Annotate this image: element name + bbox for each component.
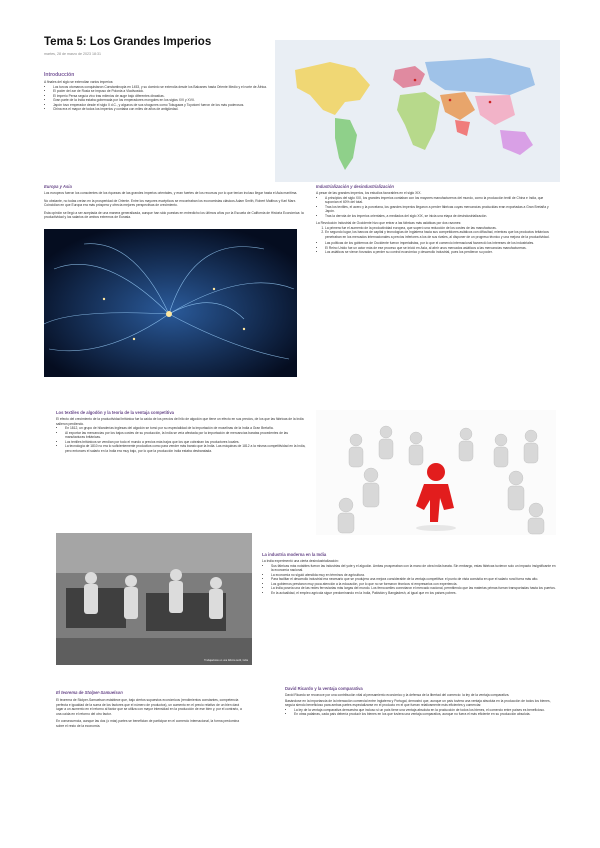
- europe-paragraph: No obstante, no todas creían en la prosperidad de Oriente. Entre los mayores escépticos se encontraban los economistas clásicos Adam Smith, Robert Malthus y Karl Marx. Coincidían en que Europa era más próspera y ofrecía mejores perspectivas de crecimiento.: [44, 198, 297, 207]
- list-item: • Los turcos otomanos conquistaron Constantinopla en 1453, y su dominio se extendía desde los Balcanes hasta Oriente Medio y el norte de África.: [53, 85, 272, 90]
- factory-photo-caption: Trabajadoras en una fábrica textil, India: [204, 659, 248, 662]
- india-list: [262, 564, 557, 596]
- list-item: • Tras los textiles, el acero y la porcelana, los grandes imperios llegaron a perder fábricas cuyas mercancías producidas eran exportadas a Gran Bretaña y Japón.: [325, 205, 556, 214]
- list-item: • El Reino Unido fue un actor más de ese proceso que se inició en Asia, al abrir unos mercados asiáticos a las mercancías manufactureras.: [325, 246, 556, 251]
- intro-list: [44, 85, 272, 112]
- list-item: • Al exportar las mercancías por los bajos costes de su producción, la India se veía afectada por la importación de mercancías baratas procedentes de las manufacturas británicas.: [65, 431, 308, 440]
- list-item: • En 1812, un grupo de hilanderías inglesas del algodón se tomó por su especialidad de la importación de muselinas de la India a Gran Bretaña.: [65, 426, 308, 431]
- list-item: • Los asiáticos se vieron forzados a perder su control económico y desarrollo industrial, pues los perdieron su poder.: [325, 250, 556, 255]
- intro-lead: A finales del siglo se extendían varios imperios:: [44, 80, 114, 84]
- india-heading: La industria moderna en la India: [262, 552, 327, 557]
- textiles-list: [56, 426, 308, 453]
- list-item: • Los textiles británicos se vendían por todo el mundo a precios más bajos que los que cobraban los productores locales.: [65, 440, 308, 445]
- ricardo-heading: David Ricardo y la ventaja comparativa: [285, 686, 363, 691]
- list-item: 1. La primera fue el aumento de la productividad europea, que superó una reducción de los costes de las manufacturas.: [325, 226, 556, 231]
- ricardo-lead: David Ricardo se reconoce por una contribución vital al pensamiento económico y la defensa de la libertad del comercio: la ley de la ventaja comparativa.: [285, 693, 510, 697]
- industrialization-extra: [316, 241, 556, 255]
- list-item: • China era el mayor de todos los imperios y contaba con miles de años de antigüedad.: [53, 107, 272, 112]
- list-item: • Japón tuvo emperador desde el siglo II d.C., y algunos de sus shogunes como Tokugawa y Toyotomi fueron de los más poderosos.: [53, 103, 272, 108]
- list-item: • Los gobiernos prestaron muy poca atención a la educación, por lo que no se formaron técnicos ni empresarios con experiencia.: [271, 582, 557, 587]
- stolper-heading: El teorema de Stolper-Samuelson: [56, 690, 123, 695]
- stolper-section: [56, 690, 246, 728]
- textiles-heading: Los textiles de algodón y la teoría de la ventaja competitiva: [56, 410, 174, 415]
- europe-paragraph: Los europeos fueron los conscientes de los riquezas de las grandes imperios orientales, y eran fuertes de los recursos por lo que tenían incluso llegar hasta el Asia marítima.: [44, 191, 298, 195]
- list-item: • Gran parte de la India estaba gobernada por los emperadores mongoles en los siglos XVI y XVII.: [53, 98, 272, 103]
- list-item: • A principios del siglo XIX, los grandes imperios contaban con los mayores manufactureros del mundo, como la producción textil de China e India, que suponían el 60% del total.: [325, 196, 556, 205]
- list-item: • Sus fábricas más notables fueron las industrias del yute y el algodón. Ambas prosperaban con la mano de obra india barata. Sin embargo, estas fábricas tuvieron solo un impacto insignificante en la economía nacional.: [271, 564, 557, 573]
- industrialization-list: [316, 196, 556, 219]
- list-item: • La India poseía una de las redes ferroviarias más largas del mundo. Los ferrocarriles conectaron el mercado nacional, permitiendo que las materias primas fueran transportadas hasta los puertos.: [271, 586, 557, 591]
- list-item: • El poder del zar de Rusia se impuso de Polonia a Vladivostok.: [53, 89, 272, 94]
- list-item: • En la actualidad, el empleo agrícola sigue predominando en la India, Pakistán y Bangladesh, al igual que en los países pobres.: [271, 591, 557, 596]
- page-title: Tema 5: Los Grandes Imperios: [44, 36, 212, 48]
- intro-heading: Introducción: [44, 72, 75, 78]
- ricardo-text: Basándose en la importancia de la interacción comercial entre Inglaterra y Portugal, demostró que, aunque un país tuviera una ventaja absoluta en la producción de todos los bienes, seguía siendo beneficioso para ambas partes especializarse en el producto en el que fueran relativamente más eficientes y comerciar.: [285, 698, 551, 707]
- ricardo-section: [285, 686, 557, 717]
- list-item: • Para facilitar el desarrollo industrial era necesario que se produjera una mejora considerable de la ventaja competitiva: el punto de vista consistía en que el salario rural fuera más alto.: [271, 577, 557, 582]
- europe-paragraph: Esta opinión se llegó a ser aceptada de una manera generalizada, aunque han sido puestas en entredicho los últimos años por la Escuela de California de Historia Económica: la productividad y los salarios de ambos extremos de Eurasia.: [44, 210, 304, 219]
- factory-photo: [56, 533, 252, 665]
- red-figure-illustration: [316, 410, 556, 535]
- list-item: • Las políticas de los gobiernos de Occidente fueron imperialistas, por lo que el comercio internacional favoreció los intereses de los industriales.: [325, 241, 556, 246]
- ricardo-list: [285, 708, 557, 717]
- intro-section: [44, 72, 272, 112]
- list-item: • Tras la derrota de los imperios orientales, a mediados del siglo XIX, se inicia una etapa de desindustrialización.: [325, 214, 556, 219]
- list-item: • En otras palabras, cada país debería producir los bienes en los que tuviera una ventaja comparativa, aunque no fuera el más eficiente en su producción absoluta.: [294, 712, 557, 717]
- europe-section: [44, 184, 309, 220]
- industrialization-heading: Industrialización y desindustrialización: [316, 184, 394, 189]
- textiles-section: [56, 410, 308, 453]
- stolper-paragraph: El teorema de Stolper-Samuelson establece que, bajo ciertos supuestos económicos (rendimientos constantes, competencia perfecta e igualdad de la suma de los factores que el número de productos), un aumento en el precio relativo de un bien dará lugar a un aumento en el retorno al factor que se utiliza con mayor intensidad en la producción de ese bien y, por el contrario, a una caída en el retorno del otro factor.: [56, 698, 242, 716]
- list-item: 2. En segundo lugar, los bancos de capital y tecnologías de Inglaterra hacia sus competidores asiáticos con dificultad, mientras que los productos británicos penetraban en los mercados internacionales a precios inferiores a los de sus rivales, al disponer de un progreso técnico y una mejora de la productividad.: [325, 230, 556, 239]
- industrialization-ordered: [316, 226, 556, 240]
- textiles-lead: El efecto del crecimiento de la productividad británica fue la caída de los precios del hilo de algodón que tiene un efecto en sus precios, de los que las fábricas de la India salieron perdiendo.: [56, 417, 304, 426]
- europe-heading: Europa y Asia: [44, 184, 72, 189]
- industrialization-lead: A pesar de las grandes imperios, los estudios favorables en el siglo XIX.: [316, 191, 422, 195]
- empires-map-image: [275, 40, 560, 182]
- page-date: martes, 28 de marzo de 2023 18:31: [44, 52, 101, 56]
- global-network-image: [44, 229, 297, 377]
- list-item: • La ley de la ventaja comparativa demuestra que incluso si un país tiene una ventaja absoluta en la producción de todos los bienes, el comercio entre países es beneficioso.: [294, 708, 557, 713]
- stolper-paragraph: En consecuencia, aunque las dos (o más) partes se benefician de participar en el comercio internacional, la forma predomina sobre el resto de la economía.: [56, 719, 240, 728]
- industrialization-section: [316, 184, 556, 255]
- industrialization-lead2: La Revolución Industrial de Occidente hizo que entrar a las fábricas más asiáticas por dos razones:: [316, 221, 462, 225]
- list-item: • El imperio Persa seguía vivo tras milenios de auge bajo diferentes dinastías.: [53, 94, 272, 99]
- india-lead: La India experimentó una cierta desindustrialización:: [262, 559, 339, 563]
- list-item: • La economía no siguió atendida muy en términos de agricultura.: [271, 573, 557, 578]
- list-item: • La tecnología de 1810 no era lo suficientemente productiva como para vender más barato que la India. Las máquinas de 1812 a la misma competitividad en la India, pero entonces el salario en la India era muy bajo, por lo que la producción india estaba desbaratada.: [65, 444, 308, 453]
- india-section: [262, 552, 557, 595]
